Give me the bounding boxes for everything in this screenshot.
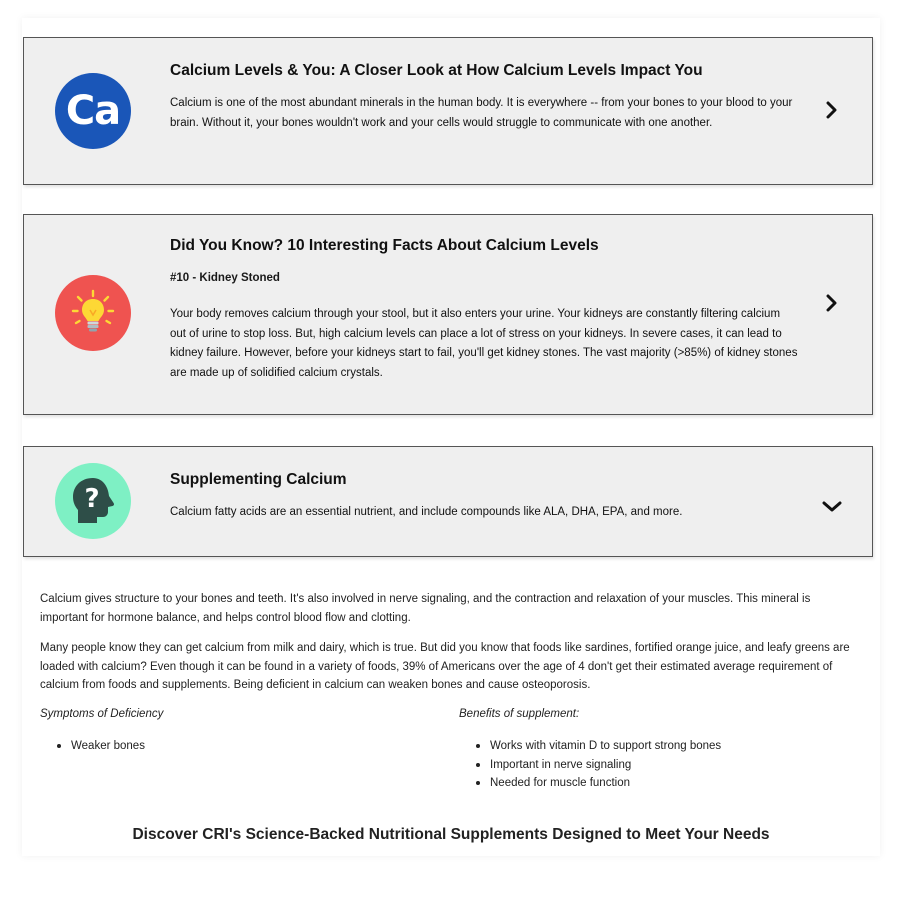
expanded-paragraph: Many people know they can get calcium from milk and dairy, which is true. But did you know that foods like sardines, fortified orange juice, and leafy greens are loaded with calcium? Even though it can be found in a variety of foods, 39% of Americans over the age of 4 don't get their estimated average requirement of calcium from foods and supplements. Being deficient in calcium can weaken bones and cause osteoporosis. — [40, 642, 850, 691]
card-subtitle: #10 - Kidney Stoned — [170, 272, 280, 284]
calcium-element-icon: Ca — [55, 73, 131, 149]
cta-heading: Discover CRI's Science-Backed Nutritional Supplements Designed to Meet Your Needs — [132, 826, 770, 843]
symptoms-heading: Symptoms of Deficiency — [40, 708, 164, 720]
card-title: Did You Know? 10 Interesting Facts About Calcium Levels — [170, 237, 599, 254]
card-text: Calcium is one of the most abundant minerals in the human body. It is everywhere -- from your bones to your blood to your brain. Without it, your bones wouldn't work and your cells would struggle to communicate with one another. — [170, 97, 793, 129]
benefits-list — [459, 737, 721, 793]
card-title: Calcium Levels & You: A Closer Look at How Calcium Levels Impact You — [170, 62, 703, 79]
list-item: Weaker bones — [40, 737, 145, 756]
accordion-card-did-you-know[interactable] — [23, 214, 873, 415]
svg-text:?: ? — [84, 484, 100, 514]
card-title: Supplementing Calcium — [170, 471, 347, 488]
list-item: Important in nerve signaling — [459, 756, 721, 775]
accordion-card-calcium-levels[interactable] — [23, 37, 873, 185]
chevron-right-icon[interactable] — [821, 99, 843, 121]
accordion-card-supplementing-calcium[interactable] — [23, 446, 873, 557]
lightbulb-icon — [55, 275, 131, 351]
content-panel — [22, 18, 880, 856]
chevron-right-icon[interactable] — [821, 292, 843, 314]
card-text: Your body removes calcium through your stool, but it also enters your urine. Your kidneys are constantly filtering calcium out of urine to stop loss. But, high calcium levels can place a lot of stress on your kidneys. In severe cases, it can lead to kidney failure. However, before your kidneys start to fail, you'll get kidney stones. The vast majority (>85%) of kidney stones are made up of solidified calcium crystals. — [170, 308, 798, 379]
benefits-heading: Benefits of supplement: — [459, 708, 580, 720]
expanded-paragraph: Calcium gives structure to your bones and teeth. It's also involved in nerve signaling, and the contraction and relaxation of your muscles. This mineral is important for hormone balance, and helps control blood flow and clotting. — [40, 593, 811, 624]
chevron-down-icon[interactable] — [821, 496, 843, 518]
card-text: Calcium fatty acids are an essential nutrient, and include compounds like ALA, DHA, EPA, and more. — [170, 506, 683, 518]
symptoms-list — [40, 737, 145, 756]
list-item: Needed for muscle function — [459, 774, 721, 793]
list-item: Works with vitamin D to support strong bones — [459, 737, 721, 756]
head-question-icon — [55, 463, 131, 539]
